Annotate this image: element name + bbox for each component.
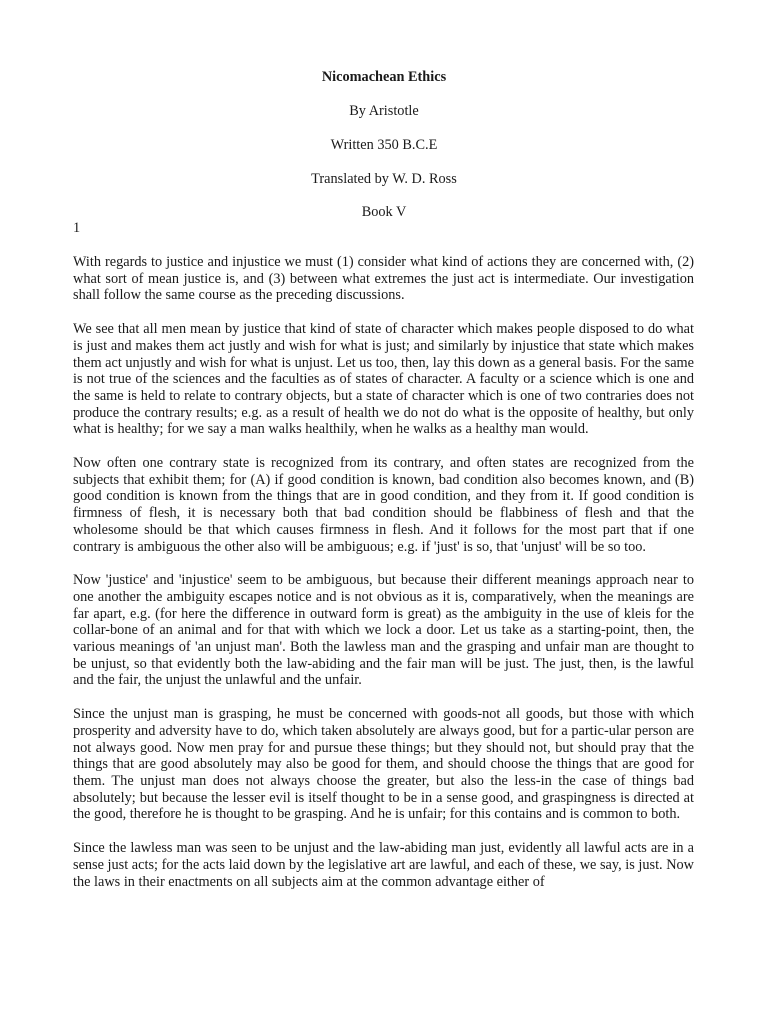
- paragraph: We see that all men mean by justice that kind of state of character which makes people disposed to do what is just and makes them act justly and wish for what is just; and similarly by injustice that state which makes them act unjustly and wish for what is unjust. Let us too, then, lay this down as a general basis. For the same is not true of the sciences and the faculties as of states of character. A faculty or a science which is one and the same is held to relate to contrary objects, but a state of character which is one of two contraries does not produce the contrary results; e.g. as a result of health we do not do what is the opposite of healthy, but only what is healthy; for we say a man walks healthily, when he walks as a healthy man would.: [73, 321, 695, 438]
- paragraph: Since the lawless man was seen to be unjust and the law-abiding man just, evidently all lawful acts are in a sense just acts; for the acts laid down by the legislative art are lawful, and each of these, we say, is just. Now the laws in their enactments on all subjects aim at the common advantage either of: [73, 840, 694, 890]
- paragraph: Now 'justice' and 'injustice' seem to be ambiguous, but because their different meanings approach near to one another the ambiguity escapes notice and is not obvious as it is, comparatively, when the meanings are far apart, e.g. (for here the difference in outward form is great) as the ambiguity in the use of kleis for the collar-bone of an animal and for that with which we lock a door. Let us take as a starting-point, then, the various meanings of 'an unjust man'. Both the lawless man and the grasping and unfair man are thought to be unjust, so that evidently both the law-abiding and the fair man will be just. The just, then, is the lawful and the fair, the unjust the unlawful and the unfair.: [73, 572, 694, 689]
- document-date: Written 350 B.C.E: [330, 137, 438, 153]
- document-body: [73, 254, 694, 907]
- paragraph: Since the unjust man is grasping, he must be concerned with goods-not all goods, but those with which prosperity and adversity have to do, which taken absolutely are always good, but for a partic-ular person are not always good. Now men pray for and pursue these things; but they should not, but should pray that the things that are good absolutely may also be good for them, and should choose the things that are good for them. The unjust man does not always choose the greater, but also the less-in the case of things bad absolutely; but because the lesser evil is itself thought to be in a sense good, and graspingness is directed at the good, therefore he is thought to be grasping. And he is unfair; for this contains and is common to both.: [73, 706, 694, 823]
- chapter-number: 1: [73, 220, 81, 236]
- paragraph: With regards to justice and injustice we must (1) consider what kind of actions they are concerned with, (2) what sort of mean justice is, and (3) between what extremes the just act is intermediate. Our investigation shall follow the same course as the preceding discussions.: [73, 254, 694, 304]
- document-title: Nicomachean Ethics: [321, 69, 447, 85]
- paragraph: Now often one contrary state is recognized from its contrary, and often states are recognized from the subjects that exhibit them; for (A) if good condition is known, bad condition also becomes known, and (B) good condition is known from the things that are in good condition, and they from it. If good condition is firmness of flesh, it is necessary both that bad condition should be flabbiness of flesh and that the wholesome should be that which causes firmness in flesh. And it follows for the most part that if one contrary is ambiguous the other also will be ambiguous; e.g. if 'just' is so, that 'unjust' will be so too.: [73, 455, 694, 555]
- document-translator: Translated by W. D. Ross: [311, 171, 457, 187]
- document-author: By Aristotle: [349, 103, 419, 119]
- book-heading: Book V: [361, 204, 407, 220]
